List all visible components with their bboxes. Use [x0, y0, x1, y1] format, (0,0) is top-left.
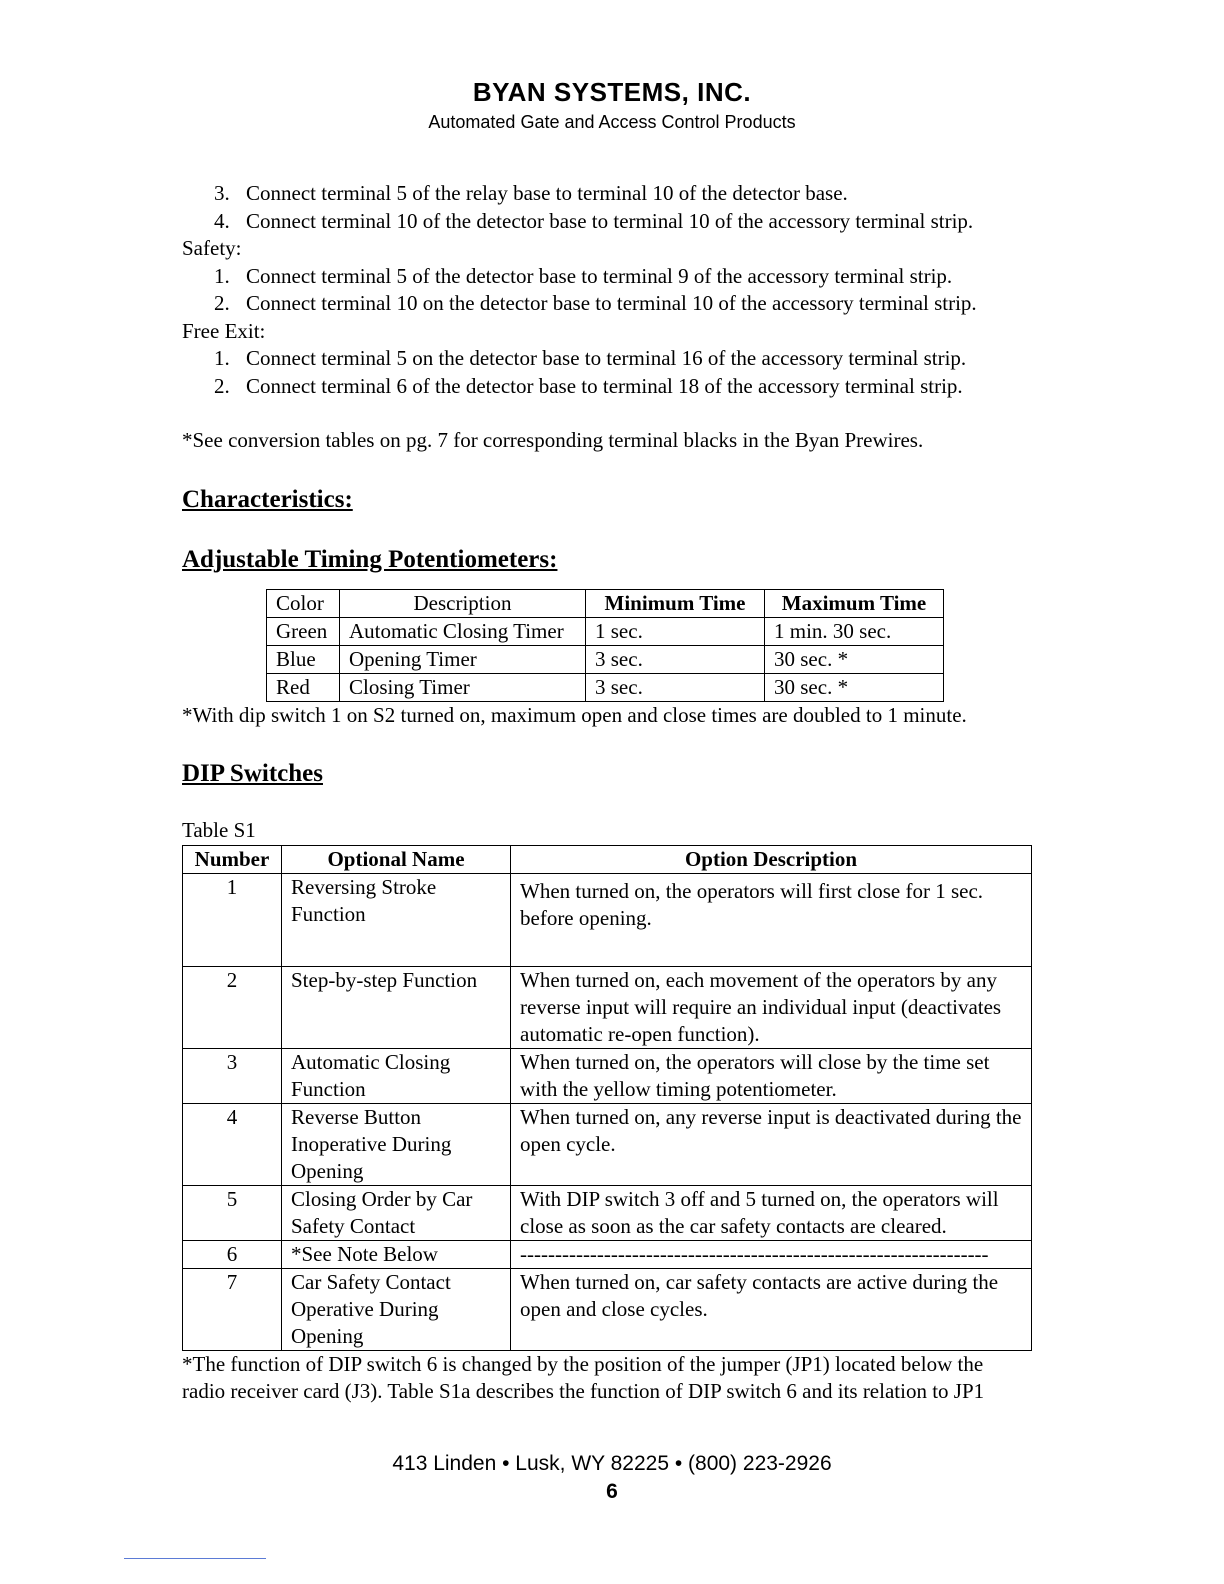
dip-switch-table — [182, 845, 1032, 1351]
dip-note-line: radio receiver card (J3). Table S1a describes the function of DIP switch 6 and its relation to JP1 — [182, 1379, 985, 1403]
list-item — [182, 290, 1042, 318]
table-row — [267, 617, 944, 645]
table-cell: Opening Timer — [340, 645, 586, 673]
table-cell: 7 — [183, 1268, 282, 1350]
list-item — [182, 180, 1042, 208]
table-row — [183, 1048, 1032, 1103]
pots-table — [266, 589, 944, 702]
table-cell: Car Safety Contact Operative During Opening — [282, 1268, 511, 1350]
page-number: 6 — [606, 1480, 618, 1503]
list-text: Connect terminal 5 of the relay base to terminal 10 of the detector base. — [246, 181, 848, 205]
table-cell: 3 — [183, 1048, 282, 1103]
table-cell: Step-by-step Function — [282, 966, 511, 1048]
pots-note: *With dip switch 1 on S2 turned on, maximum open and close times are doubled to 1 minute. — [182, 702, 967, 727]
footer-address: 413 Linden • Lusk, WY 82225 • (800) 223-2926 — [392, 1452, 832, 1475]
table-cell: 30 sec. * — [765, 673, 944, 701]
table-cell: Blue — [267, 645, 340, 673]
table-cell: Closing Timer — [340, 673, 586, 701]
list-number: 2. — [214, 291, 230, 315]
list-number: 1. — [214, 346, 230, 370]
table-header-row — [183, 845, 1032, 873]
table-row — [183, 966, 1032, 1048]
table-row — [183, 1103, 1032, 1185]
table-row — [183, 1185, 1032, 1240]
table-cell: When turned on, the operators will close by the time set with the yellow timing potentiometer. — [511, 1048, 1032, 1103]
table-cell: ------------------------------------------------------------------- — [511, 1240, 1032, 1268]
footnote-divider — [124, 1558, 266, 1559]
table-cell: Reverse Button Inoperative During Opening — [282, 1103, 511, 1185]
page-content — [182, 180, 1042, 1406]
table-cell: 1 sec. — [586, 617, 765, 645]
table-cell: 1 — [183, 873, 282, 966]
free-exit-label: Free Exit: — [182, 318, 266, 343]
list-text: Connect terminal 5 on the detector base to terminal 16 of the accessory terminal strip. — [246, 346, 967, 370]
dip-note-line: *The function of DIP switch 6 is changed by the position of the jumper (JP1) located below the — [182, 1351, 984, 1376]
table-header-cell: Color — [267, 589, 340, 617]
page-header — [0, 76, 1224, 134]
table-header-cell: Maximum Time — [765, 589, 944, 617]
table-row — [267, 645, 944, 673]
table-cell: Reversing Stroke Function — [282, 873, 511, 966]
company-tagline: Automated Gate and Access Control Products — [428, 112, 796, 132]
table-cell: When turned on, the operators will first close for 1 sec. before opening. — [511, 873, 1032, 966]
table-header-cell: Description — [340, 589, 586, 617]
table-cell: 2 — [183, 966, 282, 1048]
list-number: 1. — [214, 263, 230, 288]
table-cell: When turned on, any reverse input is deactivated during the open cycle. — [511, 1103, 1032, 1185]
characteristics-heading: Characteristics: — [182, 485, 353, 513]
company-name: BYAN SYSTEMS, INC. — [472, 77, 752, 107]
table-cell: 1 min. 30 sec. — [765, 617, 944, 645]
list-item — [182, 263, 1042, 291]
list-text: Connect terminal 10 on the detector base to terminal 10 of the accessory terminal strip. — [246, 291, 977, 315]
pots-heading: Adjustable Timing Potentiometers: — [182, 545, 558, 573]
safety-label: Safety: — [182, 236, 242, 260]
page-footer — [0, 1450, 1224, 1506]
table-cell: Automatic Closing Timer — [340, 617, 586, 645]
table-cell: 30 sec. * — [765, 645, 944, 673]
table-cell: 4 — [183, 1103, 282, 1185]
conversion-note: *See conversion tables on pg. 7 for corresponding terminal blacks in the Byan Prewires. — [182, 428, 924, 452]
list-number: 2. — [214, 373, 230, 398]
table-cell: Automatic Closing Function — [282, 1048, 511, 1103]
table-cell: With DIP switch 3 off and 5 turned on, the operators will close as soon as the car safety contacts are cleared. — [511, 1185, 1032, 1240]
table-row — [267, 673, 944, 701]
table-header-cell: Option Description — [511, 845, 1032, 873]
table-header-row — [267, 589, 944, 617]
table-cell: When turned on, each movement of the operators by any reverse input will require an individual input (deactivates automatic re-open function). — [511, 966, 1032, 1048]
list-number: 3. — [214, 181, 230, 205]
list-text: Connect terminal 10 of the detector base to terminal 10 of the accessory terminal strip. — [246, 208, 974, 233]
table-row — [183, 1240, 1032, 1268]
dip-heading: DIP Switches — [182, 760, 323, 787]
list-item — [182, 208, 1042, 236]
table-caption: Table S1 — [182, 818, 256, 842]
table-cell: Green — [267, 617, 340, 645]
table-row — [183, 873, 1032, 966]
table-row — [183, 1268, 1032, 1350]
table-cell: 3 sec. — [586, 645, 765, 673]
table-header-cell: Number — [183, 845, 282, 873]
list-item — [182, 373, 1042, 401]
table-cell: *See Note Below — [282, 1240, 511, 1268]
table-cell: 5 — [183, 1185, 282, 1240]
table-cell: 6 — [183, 1240, 282, 1268]
list-text: Connect terminal 5 of the detector base to terminal 9 of the accessory terminal strip. — [246, 263, 953, 288]
table-header-cell: Optional Name — [282, 845, 511, 873]
table-cell: 3 sec. — [586, 673, 765, 701]
list-item — [182, 345, 1042, 373]
table-header-cell: Minimum Time — [586, 589, 765, 617]
list-number: 4. — [214, 208, 230, 233]
table-cell: When turned on, car safety contacts are active during the open and close cycles. — [511, 1268, 1032, 1350]
table-cell: Red — [267, 673, 340, 701]
table-cell: Closing Order by Car Safety Contact — [282, 1185, 511, 1240]
list-text: Connect terminal 6 of the detector base to terminal 18 of the accessory terminal strip. — [246, 373, 963, 398]
